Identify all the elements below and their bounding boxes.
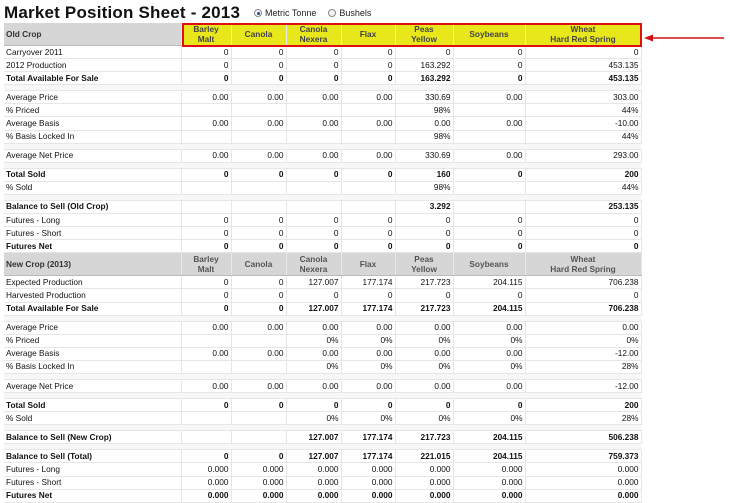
value-cell: 177.174	[341, 276, 395, 289]
value-cell: 0	[181, 450, 231, 463]
value-cell: 0.000	[453, 489, 525, 502]
table-row	[4, 289, 641, 302]
row-label: Average Net Price	[4, 149, 181, 162]
value-cell: 0	[341, 168, 395, 181]
value-cell: 0.00	[181, 379, 231, 392]
value-cell: 0	[231, 276, 286, 289]
row-label: % Basis Locked In	[4, 360, 181, 373]
row-label: Total Sold	[4, 399, 181, 412]
value-cell	[181, 412, 231, 425]
value-cell: 221.015	[395, 450, 453, 463]
value-cell	[231, 104, 286, 117]
value-cell: 0%	[341, 334, 395, 347]
value-cell: 0%	[525, 334, 641, 347]
value-cell	[181, 334, 231, 347]
page-title: Market Position Sheet - 2013	[4, 3, 241, 22]
value-cell: 0.00	[341, 149, 395, 162]
value-cell: 0.00	[525, 321, 641, 334]
table-row	[4, 181, 641, 194]
table-row	[4, 347, 641, 360]
crop-header: Canola	[231, 23, 286, 46]
value-cell: 98%	[395, 181, 453, 194]
value-cell: 0.00	[341, 91, 395, 104]
value-cell: 0	[395, 227, 453, 240]
value-cell: 204.115	[453, 450, 525, 463]
value-cell: 0.000	[525, 489, 641, 502]
value-cell: 0	[453, 227, 525, 240]
value-cell: 0.00	[453, 379, 525, 392]
value-cell: 0.00	[231, 149, 286, 162]
value-cell: 0	[286, 289, 341, 302]
value-cell: 0.000	[395, 489, 453, 502]
value-cell: 0	[286, 227, 341, 240]
value-cell: 0.00	[286, 347, 341, 360]
table-row	[4, 302, 641, 315]
value-cell: 0	[525, 46, 641, 59]
value-cell: 200	[525, 168, 641, 181]
value-cell: 0	[181, 72, 231, 85]
value-cell: 0.00	[395, 117, 453, 130]
value-cell: 330.69	[395, 91, 453, 104]
row-label: % Sold	[4, 412, 181, 425]
value-cell: 453.135	[525, 72, 641, 85]
row-label: Carryover 2011	[4, 46, 181, 59]
value-cell: 0.00	[231, 91, 286, 104]
value-cell: 98%	[395, 130, 453, 143]
table-row	[4, 399, 641, 412]
table-row	[4, 489, 641, 502]
value-cell: 0.000	[453, 476, 525, 489]
value-cell: 127.007	[286, 450, 341, 463]
unit-selector	[254, 8, 371, 18]
row-label: Balance to Sell (Old Crop)	[4, 200, 181, 213]
row-label: Balance to Sell (New Crop)	[4, 431, 181, 444]
value-cell: 127.007	[286, 431, 341, 444]
value-cell: 0.00	[341, 321, 395, 334]
value-cell	[181, 181, 231, 194]
value-cell: 0.00	[453, 117, 525, 130]
value-cell: 0.000	[181, 476, 231, 489]
value-cell: -10.00	[525, 117, 641, 130]
value-cell	[181, 104, 231, 117]
row-label: Harvested Production	[4, 289, 181, 302]
value-cell: 330.69	[395, 149, 453, 162]
value-cell: 0	[181, 59, 231, 72]
section-title: Old Crop	[4, 23, 181, 46]
value-cell: 217.723	[395, 302, 453, 315]
value-cell: 28%	[525, 360, 641, 373]
table-row	[4, 46, 641, 59]
crop-header: Wheat Hard Red Spring	[525, 23, 641, 46]
value-cell: 0	[341, 399, 395, 412]
value-cell: 303.00	[525, 91, 641, 104]
value-cell: 0.00	[286, 321, 341, 334]
value-cell: 0	[231, 46, 286, 59]
row-label: Futures - Long	[4, 463, 181, 476]
crop-header: Canola	[231, 253, 286, 276]
value-cell	[286, 181, 341, 194]
value-cell: 0.00	[453, 321, 525, 334]
value-cell	[231, 200, 286, 213]
value-cell: 0%	[286, 412, 341, 425]
value-cell: 0	[341, 46, 395, 59]
value-cell: 217.723	[395, 276, 453, 289]
market-position-table	[4, 23, 642, 503]
value-cell: 3.292	[395, 200, 453, 213]
value-cell: 0	[341, 59, 395, 72]
value-cell: 0	[181, 399, 231, 412]
bushels-radio[interactable]	[328, 9, 336, 17]
value-cell: 0	[525, 240, 641, 253]
value-cell: 177.174	[341, 431, 395, 444]
row-label: Total Available For Sale	[4, 72, 181, 85]
table-row	[4, 104, 641, 117]
row-label: Futures Net	[4, 489, 181, 502]
table-row	[4, 412, 641, 425]
value-cell: 0	[395, 214, 453, 227]
table-row	[4, 476, 641, 489]
value-cell	[231, 360, 286, 373]
table-row	[4, 431, 641, 444]
table-row	[4, 227, 641, 240]
row-label: Futures - Short	[4, 476, 181, 489]
value-cell: 0	[453, 399, 525, 412]
value-cell	[231, 181, 286, 194]
value-cell: 0	[181, 276, 231, 289]
value-cell	[181, 431, 231, 444]
value-cell: 0	[395, 240, 453, 253]
value-cell: 0	[181, 240, 231, 253]
value-cell: 0	[525, 214, 641, 227]
row-label: Average Net Price	[4, 379, 181, 392]
value-cell: 0.00	[181, 149, 231, 162]
table-row	[4, 72, 641, 85]
value-cell	[231, 412, 286, 425]
value-cell: 0.000	[341, 476, 395, 489]
value-cell: 0	[341, 240, 395, 253]
value-cell: 0.000	[231, 476, 286, 489]
crop-header: Wheat Hard Red Spring	[525, 253, 641, 276]
value-cell: 0.00	[181, 91, 231, 104]
value-cell: 0	[181, 168, 231, 181]
value-cell: 0	[286, 168, 341, 181]
value-cell: 0	[231, 240, 286, 253]
value-cell: 0	[341, 227, 395, 240]
table-row	[4, 334, 641, 347]
value-cell: 0.00	[453, 91, 525, 104]
row-label: Futures - Short	[4, 227, 181, 240]
crop-header: Barley Malt	[181, 23, 231, 46]
table-row	[4, 200, 641, 213]
value-cell: 0.00	[231, 117, 286, 130]
row-label: % Sold	[4, 181, 181, 194]
row-label: Expected Production	[4, 276, 181, 289]
value-cell	[453, 200, 525, 213]
value-cell: 0	[286, 214, 341, 227]
row-label: Total Available For Sale	[4, 302, 181, 315]
value-cell	[286, 130, 341, 143]
value-cell: 0%	[341, 412, 395, 425]
red-arrow-icon	[644, 34, 726, 42]
row-label: Average Basis	[4, 347, 181, 360]
value-cell: 0.000	[231, 489, 286, 502]
value-cell: 204.115	[453, 431, 525, 444]
value-cell: 0.00	[395, 347, 453, 360]
value-cell: 127.007	[286, 276, 341, 289]
value-cell	[453, 130, 525, 143]
value-cell: 0	[453, 214, 525, 227]
value-cell: 98%	[395, 104, 453, 117]
value-cell: 0	[341, 214, 395, 227]
value-cell: 163.292	[395, 72, 453, 85]
value-cell: 0.00	[181, 117, 231, 130]
value-cell	[341, 104, 395, 117]
table-row	[4, 276, 641, 289]
value-cell: 0.00	[231, 379, 286, 392]
value-cell: 28%	[525, 412, 641, 425]
value-cell: 0.00	[341, 117, 395, 130]
table-row	[4, 91, 641, 104]
value-cell: 0.000	[231, 463, 286, 476]
section-header-row	[4, 23, 641, 46]
value-cell: 0	[231, 399, 286, 412]
value-cell: 0.00	[453, 347, 525, 360]
table-row	[4, 149, 641, 162]
value-cell: 0	[231, 72, 286, 85]
crop-header: Barley Malt	[181, 253, 231, 276]
value-cell: 127.007	[286, 302, 341, 315]
value-cell: 0	[395, 46, 453, 59]
value-cell: 0	[286, 399, 341, 412]
value-cell: 163.292	[395, 59, 453, 72]
row-label: Futures - Long	[4, 214, 181, 227]
value-cell: 200	[525, 399, 641, 412]
value-cell	[181, 130, 231, 143]
value-cell: 0%	[453, 334, 525, 347]
value-cell: 0.000	[453, 463, 525, 476]
crop-header: Peas Yellow	[395, 23, 453, 46]
value-cell: 204.115	[453, 276, 525, 289]
value-cell: 0	[341, 72, 395, 85]
value-cell: 177.174	[341, 450, 395, 463]
metric-tonne-label[interactable]: Metric Tonne	[265, 8, 317, 18]
value-cell: 177.174	[341, 302, 395, 315]
value-cell	[231, 334, 286, 347]
value-cell: 217.723	[395, 431, 453, 444]
value-cell: 0.00	[286, 379, 341, 392]
value-cell: 0%	[395, 360, 453, 373]
table-row	[4, 240, 641, 253]
value-cell: 0.00	[181, 347, 231, 360]
crop-header: Flax	[341, 23, 395, 46]
value-cell: 759.373	[525, 450, 641, 463]
value-cell: 0%	[453, 412, 525, 425]
value-cell: 0.000	[286, 476, 341, 489]
value-cell: 0.000	[525, 463, 641, 476]
value-cell: 204.115	[453, 302, 525, 315]
value-cell: 0.000	[395, 476, 453, 489]
value-cell: 44%	[525, 181, 641, 194]
row-label: Average Basis	[4, 117, 181, 130]
value-cell: 0.00	[341, 347, 395, 360]
value-cell: 0	[453, 289, 525, 302]
value-cell: 0	[231, 227, 286, 240]
section-title: New Crop (2013)	[4, 253, 181, 276]
value-cell: 0%	[453, 360, 525, 373]
value-cell: 453.135	[525, 59, 641, 72]
value-cell	[231, 130, 286, 143]
crop-header: Peas Yellow	[395, 253, 453, 276]
value-cell: 0	[341, 289, 395, 302]
table-row	[4, 117, 641, 130]
value-cell	[453, 181, 525, 194]
value-cell: 0.000	[181, 463, 231, 476]
table-row	[4, 450, 641, 463]
row-label: Balance to Sell (Total)	[4, 450, 181, 463]
row-label: Average Price	[4, 321, 181, 334]
value-cell: 44%	[525, 104, 641, 117]
value-cell: 0.000	[181, 489, 231, 502]
value-cell: 0.00	[395, 379, 453, 392]
value-cell: 0	[286, 46, 341, 59]
value-cell	[286, 104, 341, 117]
value-cell: -12.00	[525, 379, 641, 392]
value-cell: 0	[286, 240, 341, 253]
row-label: % Priced	[4, 104, 181, 117]
value-cell	[341, 181, 395, 194]
table-row	[4, 463, 641, 476]
value-cell: 0	[395, 399, 453, 412]
value-cell: 0	[525, 289, 641, 302]
crop-header: Soybeans	[453, 253, 525, 276]
value-cell: 0	[231, 59, 286, 72]
value-cell: 0%	[341, 360, 395, 373]
value-cell: 0.00	[286, 149, 341, 162]
value-cell	[231, 431, 286, 444]
value-cell: 0%	[395, 334, 453, 347]
table-row	[4, 130, 641, 143]
value-cell: 0%	[286, 334, 341, 347]
value-cell: 0	[181, 46, 231, 59]
crop-header: Canola Nexera	[286, 253, 341, 276]
section-header-row	[4, 253, 641, 276]
value-cell: 0.000	[395, 463, 453, 476]
value-cell: 0	[453, 72, 525, 85]
value-cell: 0.000	[341, 489, 395, 502]
value-cell: 253.135	[525, 200, 641, 213]
value-cell: 706.238	[525, 302, 641, 315]
value-cell	[453, 104, 525, 117]
value-cell: 0	[453, 59, 525, 72]
row-label: 2012 Production	[4, 59, 181, 72]
value-cell: -12.00	[525, 347, 641, 360]
value-cell: 0	[181, 227, 231, 240]
value-cell: 0	[231, 289, 286, 302]
value-cell: 0%	[395, 412, 453, 425]
value-cell	[341, 200, 395, 213]
table-row	[4, 321, 641, 334]
table-row	[4, 379, 641, 392]
table-row	[4, 360, 641, 373]
value-cell: 0.00	[231, 347, 286, 360]
value-cell: 0	[231, 214, 286, 227]
value-cell	[341, 130, 395, 143]
value-cell: 0	[181, 289, 231, 302]
row-label: % Basis Locked In	[4, 130, 181, 143]
value-cell: 506.238	[525, 431, 641, 444]
crop-header: Canola Nexera	[286, 23, 341, 46]
value-cell: 293.00	[525, 149, 641, 162]
metric-tonne-radio[interactable]	[254, 9, 262, 17]
value-cell: 0	[453, 168, 525, 181]
value-cell: 0	[181, 302, 231, 315]
value-cell: 0.000	[525, 476, 641, 489]
value-cell: 0.000	[341, 463, 395, 476]
value-cell: 0.00	[181, 321, 231, 334]
value-cell: 0.00	[286, 91, 341, 104]
value-cell: 706.238	[525, 276, 641, 289]
value-cell	[181, 360, 231, 373]
value-cell: 0	[286, 72, 341, 85]
row-label: % Priced	[4, 334, 181, 347]
value-cell: 44%	[525, 130, 641, 143]
crop-header: Soybeans	[453, 23, 525, 46]
value-cell: 0	[525, 227, 641, 240]
value-cell: 0	[395, 289, 453, 302]
table-row	[4, 214, 641, 227]
value-cell: 0.00	[453, 149, 525, 162]
value-cell: 0	[453, 46, 525, 59]
row-label: Average Price	[4, 91, 181, 104]
bushels-label[interactable]: Bushels	[339, 8, 372, 18]
value-cell	[181, 200, 231, 213]
value-cell: 0.000	[286, 489, 341, 502]
value-cell: 0	[231, 168, 286, 181]
value-cell: 0%	[286, 360, 341, 373]
value-cell: 0	[453, 240, 525, 253]
value-cell	[286, 200, 341, 213]
value-cell: 160	[395, 168, 453, 181]
table-row	[4, 168, 641, 181]
row-label: Futures Net	[4, 240, 181, 253]
value-cell: 0	[286, 59, 341, 72]
value-cell: 0.00	[286, 117, 341, 130]
row-label: Total Sold	[4, 168, 181, 181]
value-cell: 0	[231, 302, 286, 315]
value-cell: 0.00	[231, 321, 286, 334]
value-cell: 0	[181, 214, 231, 227]
value-cell: 0.00	[395, 321, 453, 334]
crop-header: Flax	[341, 253, 395, 276]
table-row	[4, 59, 641, 72]
value-cell: 0	[231, 450, 286, 463]
value-cell: 0.00	[341, 379, 395, 392]
value-cell: 0.000	[286, 463, 341, 476]
